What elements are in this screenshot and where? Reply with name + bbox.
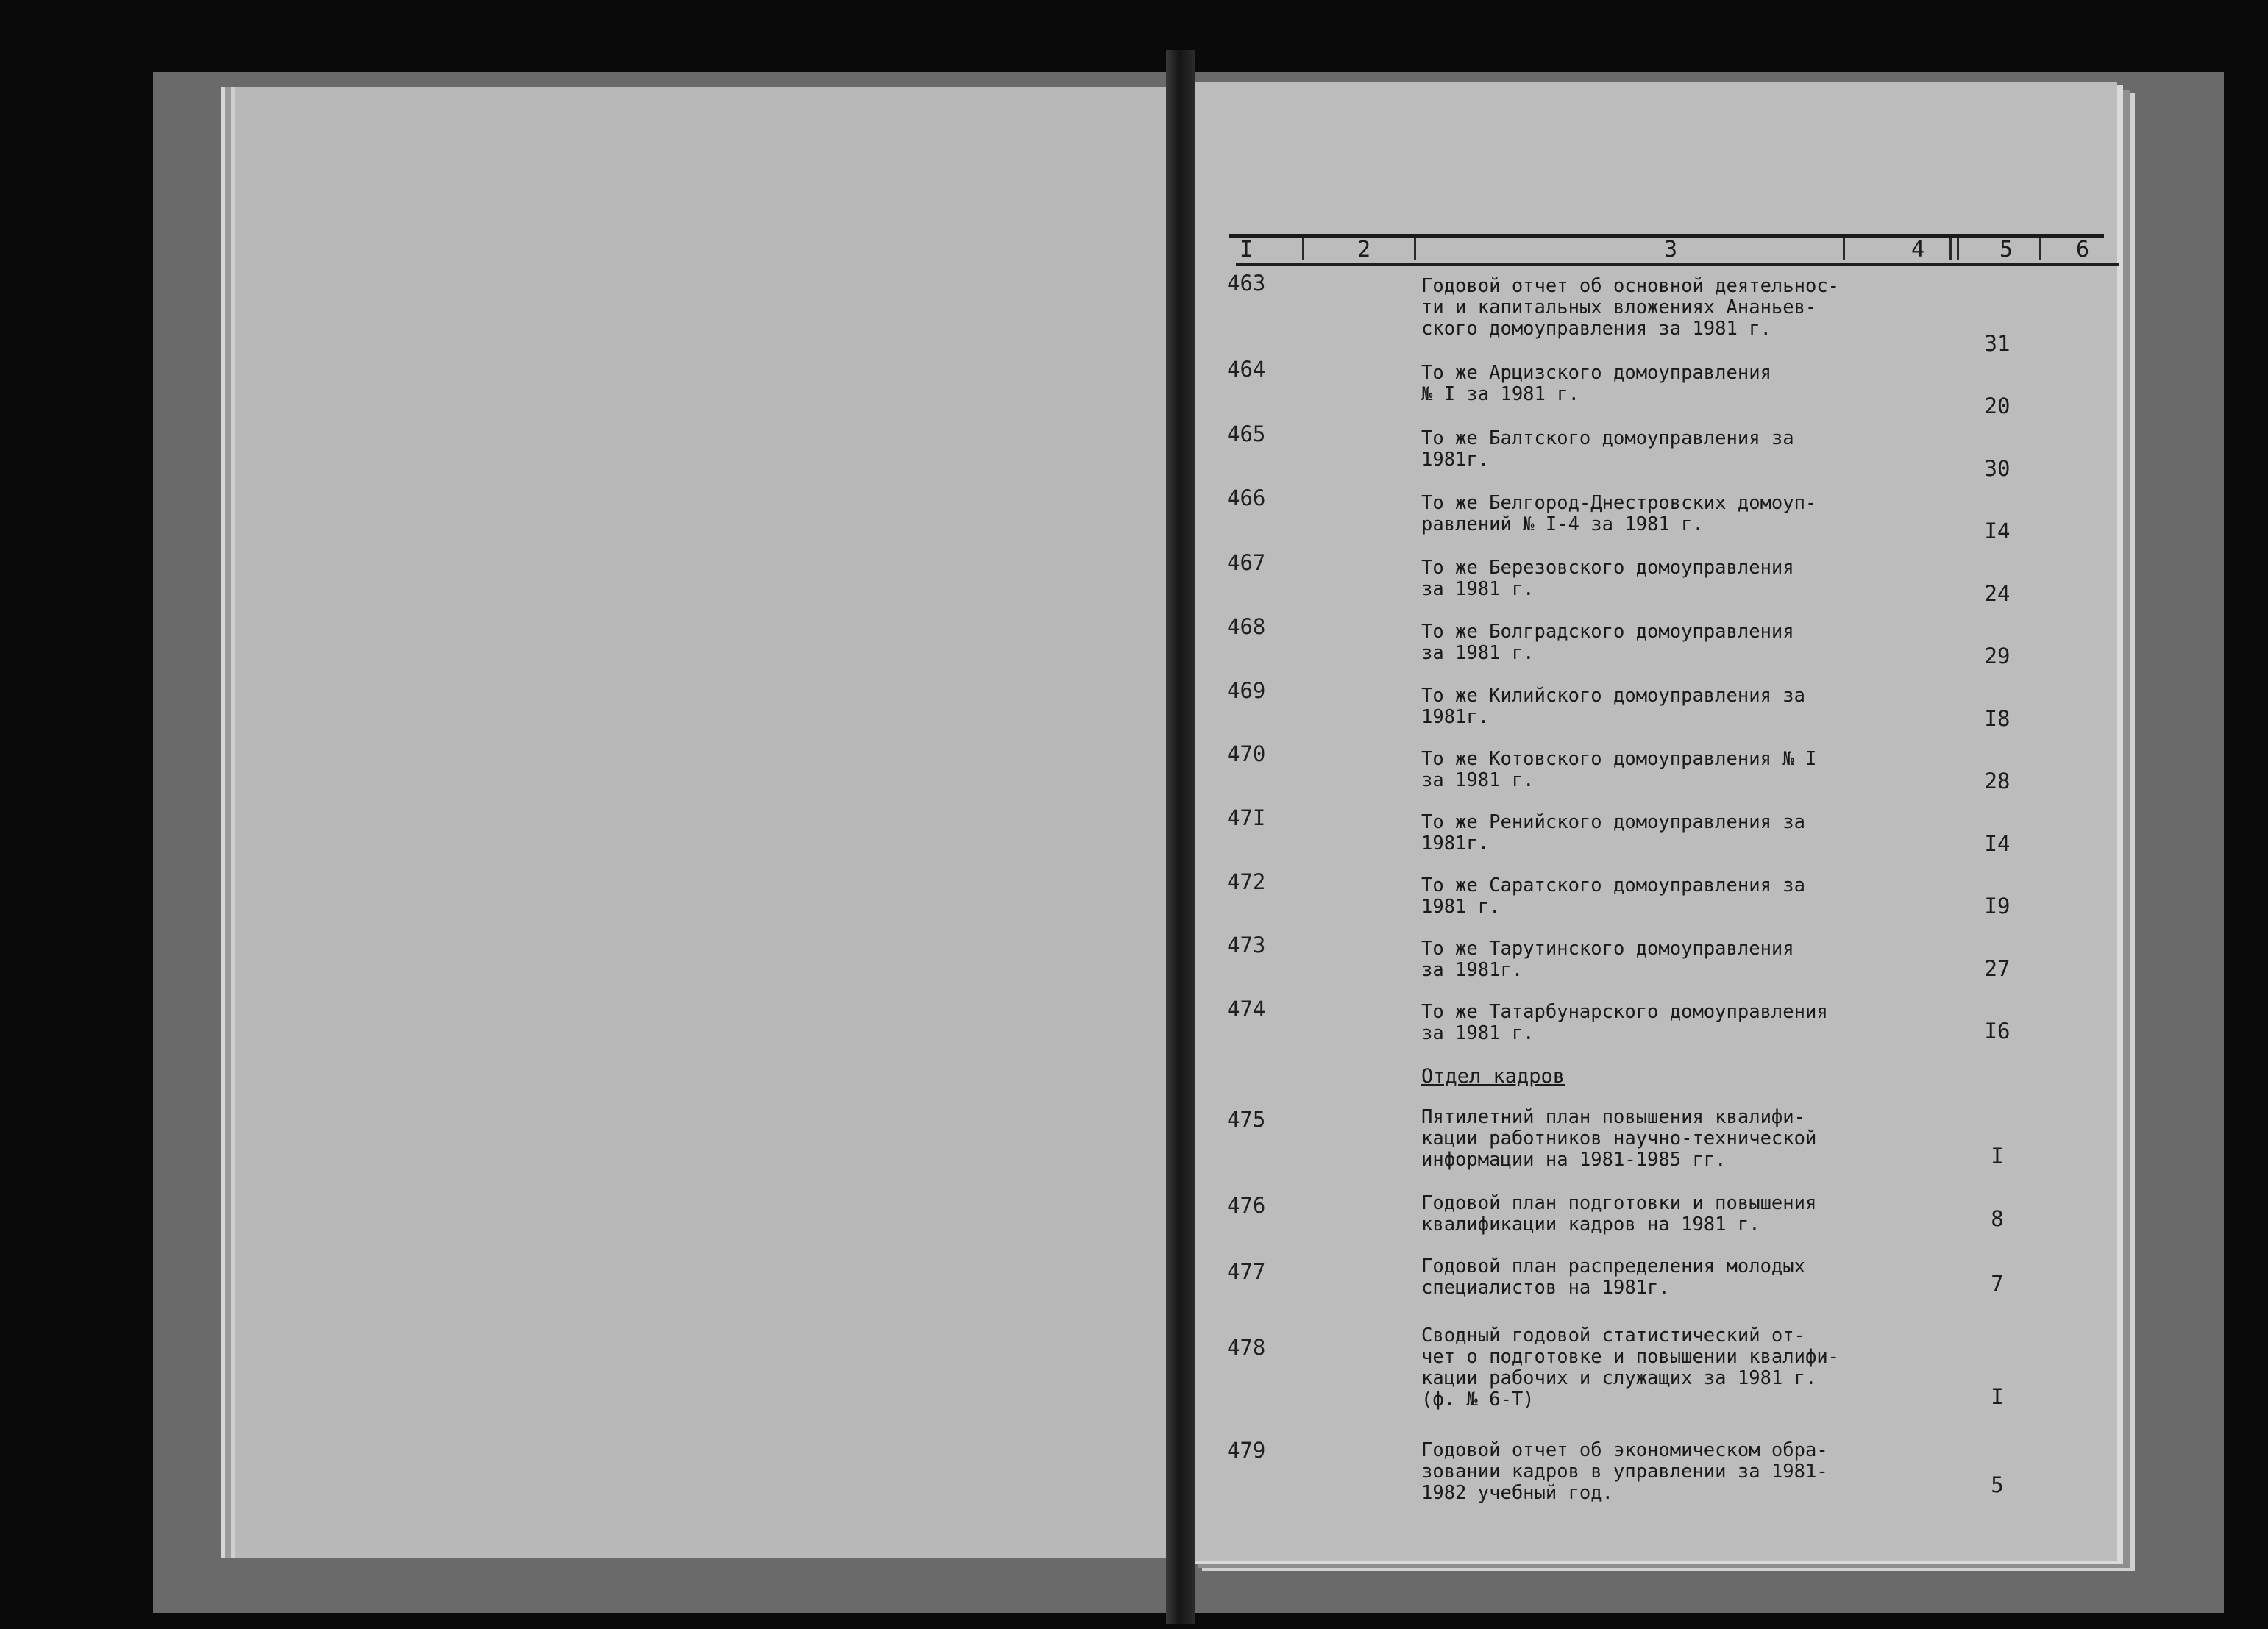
row-number: 479 bbox=[1227, 1438, 1266, 1463]
row-title: То же Татарбунарского домоуправления за 1981 г. bbox=[1421, 1001, 1828, 1044]
row-title: То же Тарутинского домоуправления за 1981г. bbox=[1421, 938, 1794, 981]
row-page-count: 20 bbox=[1984, 393, 2011, 418]
row-number: 463 bbox=[1227, 271, 1266, 296]
row-title: Годовой план распределения молодых специалистов на 1981г. bbox=[1421, 1255, 1805, 1299]
row-title: То же Саратского домоуправления за 1981 г. bbox=[1421, 874, 1805, 918]
col-header-4: 4 bbox=[1911, 237, 1925, 263]
row-number: 469 bbox=[1227, 678, 1266, 703]
col-header-2: 2 bbox=[1357, 237, 1371, 263]
row-title: То же Котовского домоуправления № I за 1981 г. bbox=[1421, 748, 1817, 791]
row-number: 466 bbox=[1227, 485, 1266, 510]
row-page-count: 5 bbox=[1991, 1472, 2004, 1497]
row-page-count: 27 bbox=[1984, 956, 2011, 981]
row-number: 473 bbox=[1227, 933, 1266, 958]
row-number: 468 bbox=[1227, 614, 1266, 639]
row-page-count: I4 bbox=[1984, 831, 2011, 856]
row-number: 474 bbox=[1227, 997, 1266, 1022]
row-title: То же Белгород-Днестровских домоуп- равлений № I-4 за 1981 г. bbox=[1421, 492, 1817, 535]
row-number: 47I bbox=[1227, 805, 1266, 830]
row-number: 475 bbox=[1227, 1107, 1266, 1132]
row-title: Годовой отчет об основной деятельнос- ти и капитальных вложениях Ананьев- ского домоуправления за 1981 г. bbox=[1421, 275, 1840, 340]
row-page-count: I4 bbox=[1984, 518, 2011, 543]
row-title: То же Арцизского домоуправления № I за 1981 г. bbox=[1421, 362, 1771, 405]
row-title: Годовой план подготовки и повышения квалификации кадров на 1981 г. bbox=[1421, 1192, 1817, 1236]
row-title: Сводный годовой статистический от- чет о подготовке и повышении квалифи- кации рабочих и служащих за 1981 г. (ф. № 6-Т) bbox=[1421, 1325, 1840, 1411]
row-title: Годовой отчет об экономическом обра- зовании кадров в управлении за 1981- 1982 учебный год. bbox=[1421, 1439, 1828, 1504]
row-page-count: 24 bbox=[1984, 581, 2011, 606]
row-number: 477 bbox=[1227, 1259, 1266, 1284]
row-page-count: 7 bbox=[1991, 1271, 2004, 1296]
col-separator bbox=[1843, 238, 1845, 260]
binder-spine bbox=[1166, 50, 1195, 1624]
col-header-5: 5 bbox=[1999, 237, 2013, 263]
row-page-count: I6 bbox=[1984, 1019, 2011, 1044]
row-page-count: I bbox=[1991, 1384, 2004, 1409]
row-number: 478 bbox=[1227, 1335, 1266, 1360]
row-title: То же Березовского домоуправления за 1981 г. bbox=[1421, 557, 1794, 600]
col-header-3: 3 bbox=[1664, 237, 1678, 263]
row-number: 476 bbox=[1227, 1193, 1266, 1218]
row-page-count: 8 bbox=[1991, 1206, 2004, 1231]
col-separator bbox=[1302, 238, 1304, 260]
col-separator bbox=[1957, 238, 1959, 260]
row-title: То же Килийского домоуправления за 1981г. bbox=[1421, 685, 1805, 728]
row-number: 467 bbox=[1227, 550, 1266, 575]
header-bottom-rule bbox=[1236, 263, 2119, 266]
row-number: 470 bbox=[1227, 741, 1266, 766]
row-number: 465 bbox=[1227, 421, 1266, 446]
row-page-count: 30 bbox=[1984, 456, 2011, 481]
col-header-1: I bbox=[1240, 237, 1254, 263]
row-page-count: I bbox=[1991, 1144, 2004, 1169]
row-title: Пятилетний план повышения квалифи- кации работников научно-технической информации на 1981-1985 гг. bbox=[1421, 1106, 1817, 1171]
section-heading: Отдел кадров bbox=[1421, 1065, 1565, 1088]
row-page-count: 28 bbox=[1984, 769, 2011, 794]
col-separator bbox=[1414, 238, 1416, 260]
col-header-6: 6 bbox=[2076, 237, 2090, 263]
row-page-count: I9 bbox=[1984, 894, 2011, 919]
row-title: То же Болградского домоуправления за 1981 г. bbox=[1421, 621, 1794, 664]
col-separator bbox=[1949, 238, 1952, 260]
left-blank-page bbox=[235, 87, 1173, 1558]
row-number: 472 bbox=[1227, 869, 1266, 894]
col-separator bbox=[2039, 238, 2041, 260]
row-page-count: 29 bbox=[1984, 644, 2011, 669]
row-page-count: I8 bbox=[1984, 706, 2011, 731]
row-title: То же Ренийского домоуправления за 1981г. bbox=[1421, 811, 1805, 855]
row-page-count: 31 bbox=[1984, 331, 2011, 356]
row-title: То же Балтского домоуправления за 1981г. bbox=[1421, 427, 1794, 471]
row-number: 464 bbox=[1227, 357, 1266, 382]
